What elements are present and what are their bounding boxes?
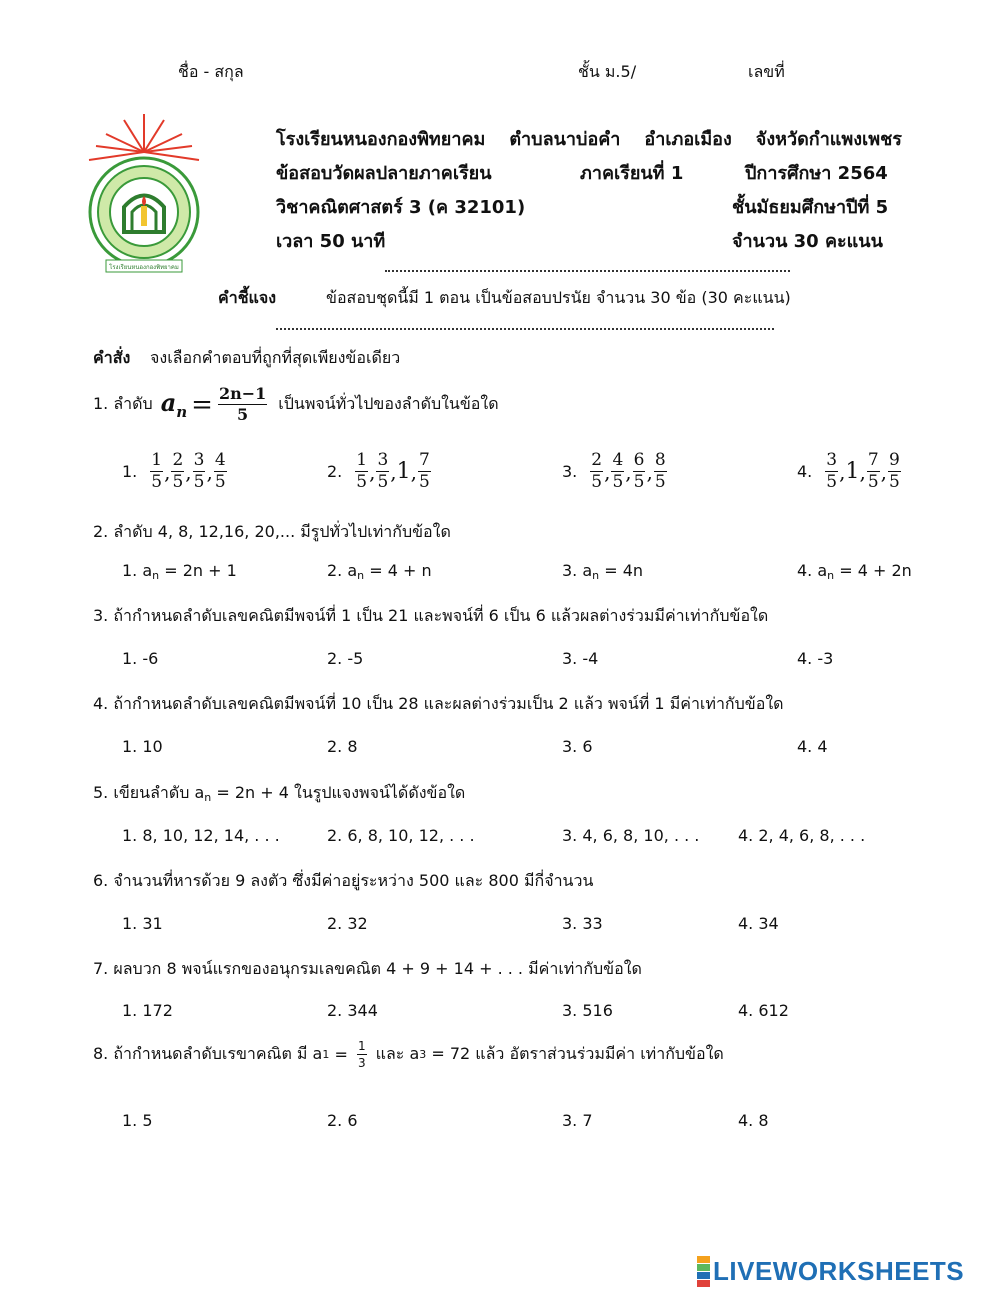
province: จังหวัดกำแพงเพชร (755, 129, 902, 150)
q5-option-4[interactable]: 4. 2, 4, 6, 8, . . . (738, 826, 866, 845)
q8-option-4[interactable]: 4. 8 (738, 1111, 769, 1130)
q1-option-2[interactable]: 2. $\frac{1}{5}$ , $\frac{3}{5}$ , 1 , $\frac{7}{5}$ (327, 450, 430, 492)
school-logo (84, 112, 204, 277)
instruction-label: คำสั่ง (93, 348, 131, 367)
semester: ภาคเรียนที่ 1 (580, 163, 684, 184)
badge-e-icon (697, 1280, 710, 1287)
divider-top (385, 270, 790, 272)
student-number-label: เลขที่ (748, 62, 785, 81)
q7-option-4[interactable]: 4. 612 (738, 1001, 789, 1020)
q3-option-2[interactable]: 2. -5 (327, 649, 364, 668)
question-1 (93, 386, 499, 423)
question-2: 2. ลำดับ 4, 8, 12,16, 20,... มีรูปทั่วไปเท่ากับข้อใด (93, 522, 451, 541)
q8-option-1[interactable]: 1. 5 (122, 1111, 153, 1130)
q6-option-3[interactable]: 3. 33 (562, 914, 603, 933)
q5-option-2[interactable]: 2. 6, 8, 10, 12, . . . (327, 826, 475, 845)
q1-prefix: 1. ลำดับ (93, 394, 153, 413)
q4-option-4[interactable]: 4. 4 (797, 737, 828, 756)
subject: วิชาคณิตศาสตร์ 3 (ค 32101) (276, 197, 526, 218)
district: อำเภอเมือง (644, 129, 732, 150)
question-3: 3. ถ้ากำหนดลำดับเลขคณิตมีพจน์ที่ 1 เป็น 21 และพจน์ที่ 6 เป็น 6 แล้วผลต่างร่วมมีค่าเท่ากับข้อใด (93, 606, 769, 625)
q1-suffix: เป็นพจน์ทั่วไปของลำดับในข้อใด (278, 394, 499, 413)
question-4: 4. ถ้ากำหนดลำดับเลขคณิตมีพจน์ที่ 10 เป็น 28 และผลต่างร่วมเป็น 2 แล้ว พจน์ที่ 1 มีค่าเท่ากับข้อใด (93, 694, 784, 713)
badge-v-icon (697, 1272, 710, 1279)
q8-option-3[interactable]: 3. 7 (562, 1111, 593, 1130)
live-badge-icon (697, 1256, 710, 1287)
q3-option-1[interactable]: 1. -6 (122, 649, 159, 668)
q2-option-3[interactable]: 3. $a_n = 4n$ (562, 561, 644, 582)
q4-option-1[interactable]: 1. 10 (122, 737, 163, 756)
explanation-label: คำชี้แจง (218, 288, 277, 307)
q7-option-3[interactable]: 3. 516 (562, 1001, 613, 1020)
q6-option-4[interactable]: 4. 34 (738, 914, 779, 933)
academic-year: ปีการศึกษา 2564 (745, 163, 888, 184)
q7-option-1[interactable]: 1. 172 (122, 1001, 173, 1020)
explanation-text: ข้อสอบชุดนี้มี 1 ตอน เป็นข้อสอบปรนัย จำนวน 30 ข้อ (30 คะแนน) (326, 288, 791, 307)
grade-level: ชั้นมัธยมศึกษาปีที่ 5 (732, 197, 889, 218)
question-5: 5. เขียนลำดับ $a_n = 2n + 4$ ในรูปแจงพจน์ได้ดังข้อใด (93, 783, 466, 804)
question-7: 7. ผลบวก 8 พจน์แรกของอนุกรมเลขคณิต 4 + 9 + 14 + . . . มีค่าเท่ากับข้อใด (93, 959, 642, 978)
question-8: 8. ถ้ากำหนดลำดับเรขาคณิต มี a 1 = $\frac{1}{3}$ และ a 3 = 72 แล้ว อัตราส่วนร่วมมีค่า เท่ากับข้อใด (93, 1039, 724, 1070)
exam-title: ข้อสอบวัดผลปลายภาคเรียน (276, 163, 492, 184)
q7-option-2[interactable]: 2. 344 (327, 1001, 378, 1020)
question-6: 6. จำนวนที่หารด้วย 9 ลงตัว ซึ่งมีค่าอยู่ระหว่าง 500 และ 800 มีกี่จำนวน (93, 871, 594, 890)
q1-formula-fraction: $\frac{2n-1}{5}$ (218, 384, 267, 424)
school-name: โรงเรียนหนองกองพิทยาคม (276, 129, 486, 150)
q4-option-3[interactable]: 3. 6 (562, 737, 593, 756)
q6-option-1[interactable]: 1. 31 (122, 914, 163, 933)
instruction-text: จงเลือกคำตอบที่ถูกที่สุดเพียงข้อเดียว (150, 348, 401, 367)
q8-option-2[interactable]: 2. 6 (327, 1111, 358, 1130)
q1-option-1[interactable]: 1. $\frac{1}{5}$ , $\frac{2}{5}$ , $\frac{3}{5}$ , $\frac{4}{5}$ (122, 450, 226, 492)
divider-bottom (276, 328, 774, 330)
q3-option-3[interactable]: 3. -4 (562, 649, 599, 668)
q1-option-4[interactable]: 4. $\frac{3}{5}$ , 1 , $\frac{7}{5}$ , $\frac{9}{5}$ (797, 450, 900, 492)
q6-option-2[interactable]: 2. 32 (327, 914, 368, 933)
exam-time: เวลา 50 นาที (276, 231, 386, 252)
q1-option-3[interactable]: 3. $\frac{2}{5}$ , $\frac{4}{5}$ , $\frac{6}{5}$ , $\frac{8}{5}$ (562, 450, 666, 492)
total-score: จำนวน 30 คะแนน (732, 231, 883, 252)
liveworksheets-logo (697, 1256, 964, 1287)
q2-option-2[interactable]: 2. $a_n = 4 + n$ (327, 561, 432, 582)
q3-option-4[interactable]: 4. -3 (797, 649, 834, 668)
badge-i-icon (697, 1264, 710, 1271)
q4-option-2[interactable]: 2. 8 (327, 737, 358, 756)
q2-option-1[interactable]: 1. $a_n = 2n + 1$ (122, 561, 237, 582)
logo-banner-text: โรงเรียนหนองกองพิทยาคม (109, 264, 179, 271)
liveworksheets-brand: LIVEWORKSHEETS (713, 1256, 965, 1286)
class-label: ชั้น ม.5/ (578, 62, 637, 81)
q1-general-term: $a_n$ (160, 388, 188, 421)
q5-option-3[interactable]: 3. 4, 6, 8, 10, . . . (562, 826, 700, 845)
subdistrict: ตำบลนาบ่อคำ (509, 129, 621, 150)
header-line-1 (276, 124, 902, 153)
name-label: ชื่อ - สกุล (178, 62, 244, 81)
q1-equals: = (191, 389, 213, 420)
q5-option-1[interactable]: 1. 8, 10, 12, 14, . . . (122, 826, 280, 845)
q2-option-4[interactable]: 4. $a_n = 4 + 2n$ (797, 561, 912, 582)
badge-l-icon (697, 1256, 710, 1263)
